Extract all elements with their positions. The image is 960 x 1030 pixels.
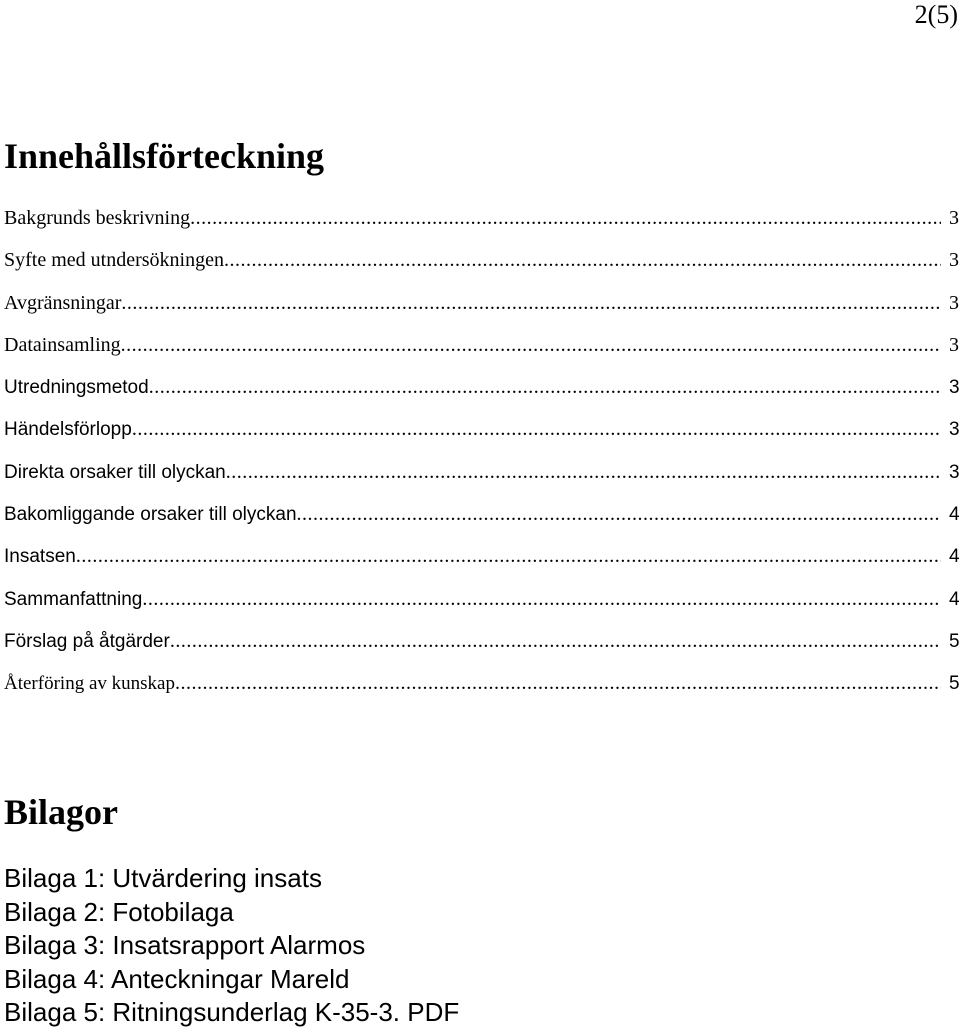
attachment-item: Bilaga 3: Insatsrapport Alarmos — [4, 930, 366, 960]
attachment-item: Bilaga 4: Anteckningar Mareld — [4, 963, 350, 994]
toc-entry-page: 4 — [949, 588, 960, 610]
toc-entry[interactable] — [4, 542, 960, 584]
toc-entry[interactable] — [4, 627, 960, 669]
toc-heading: Innehållsförteckning — [4, 136, 325, 176]
toc-entry[interactable] — [4, 669, 960, 711]
toc-entry-title: Bakgrunds beskrivning — [4, 207, 191, 229]
toc-entry-title: Händelsförlopp — [4, 419, 132, 441]
toc-entry-page: 4 — [949, 546, 960, 568]
toc-entry-page: 3 — [949, 207, 959, 229]
toc-leader-dots — [297, 500, 941, 528]
toc-entry-title: Förslag på åtgärder — [4, 630, 170, 652]
toc-entry-title: Insatsen — [4, 546, 76, 568]
toc-entry[interactable] — [4, 585, 960, 627]
bilagor-heading: Bilagor — [4, 792, 118, 832]
toc-entry-title: Avgränsningar — [4, 291, 122, 314]
toc-leader-dots — [132, 415, 941, 443]
toc-entry-page: 3 — [949, 333, 959, 356]
toc-entry-title: Datainsamling — [4, 333, 121, 356]
table-of-contents — [4, 204, 960, 712]
toc-leader-dots — [121, 331, 941, 359]
toc-entry[interactable] — [4, 331, 960, 373]
toc-entry[interactable] — [4, 204, 960, 246]
toc-leader-dots — [170, 627, 941, 655]
toc-leader-dots — [226, 458, 941, 486]
toc-entry-page: 3 — [949, 249, 959, 272]
toc-entry-page: 5 — [949, 673, 960, 695]
toc-entry-page: 3 — [949, 419, 960, 441]
attachment-item: Bilaga 2: Fotobilaga — [4, 896, 234, 927]
toc-entry-page: 3 — [949, 291, 959, 314]
toc-entry-title: Direkta orsaker till olyckan — [4, 461, 226, 483]
toc-entry-title: Bakomliggande orsaker till olyckan — [4, 504, 297, 526]
toc-entry-title: Sammanfattning — [4, 588, 143, 610]
toc-entry[interactable] — [4, 415, 960, 457]
toc-entry[interactable] — [4, 500, 960, 542]
toc-leader-dots — [142, 585, 941, 613]
toc-leader-dots — [76, 542, 941, 570]
page-number: 2(5) — [914, 0, 958, 29]
toc-leader-dots — [224, 246, 941, 274]
toc-entry-page: 3 — [949, 377, 960, 399]
toc-leader-dots — [121, 289, 941, 317]
toc-entry[interactable] — [4, 246, 960, 288]
toc-entry[interactable] — [4, 373, 960, 415]
toc-entry-page: 3 — [949, 461, 960, 483]
toc-entry-page: 5 — [949, 630, 960, 652]
toc-leader-dots — [190, 204, 941, 232]
toc-entry-title: Syfte med utndersökningen — [4, 249, 224, 272]
toc-entry[interactable] — [4, 458, 960, 500]
toc-entry[interactable] — [4, 289, 960, 331]
toc-leader-dots — [175, 669, 941, 697]
attachment-item: Bilaga 1: Utvärdering insats — [4, 863, 322, 893]
attachments-list — [4, 862, 459, 1030]
toc-entry-title: Utredningsmetod — [4, 377, 149, 399]
toc-leader-dots — [149, 373, 941, 401]
attachment-item: Bilaga 5: Ritningsunderlag K-35-3. PDF — [4, 997, 460, 1027]
toc-entry-page: 4 — [949, 504, 960, 526]
toc-entry-title: Återföring av kunskap — [4, 673, 175, 695]
